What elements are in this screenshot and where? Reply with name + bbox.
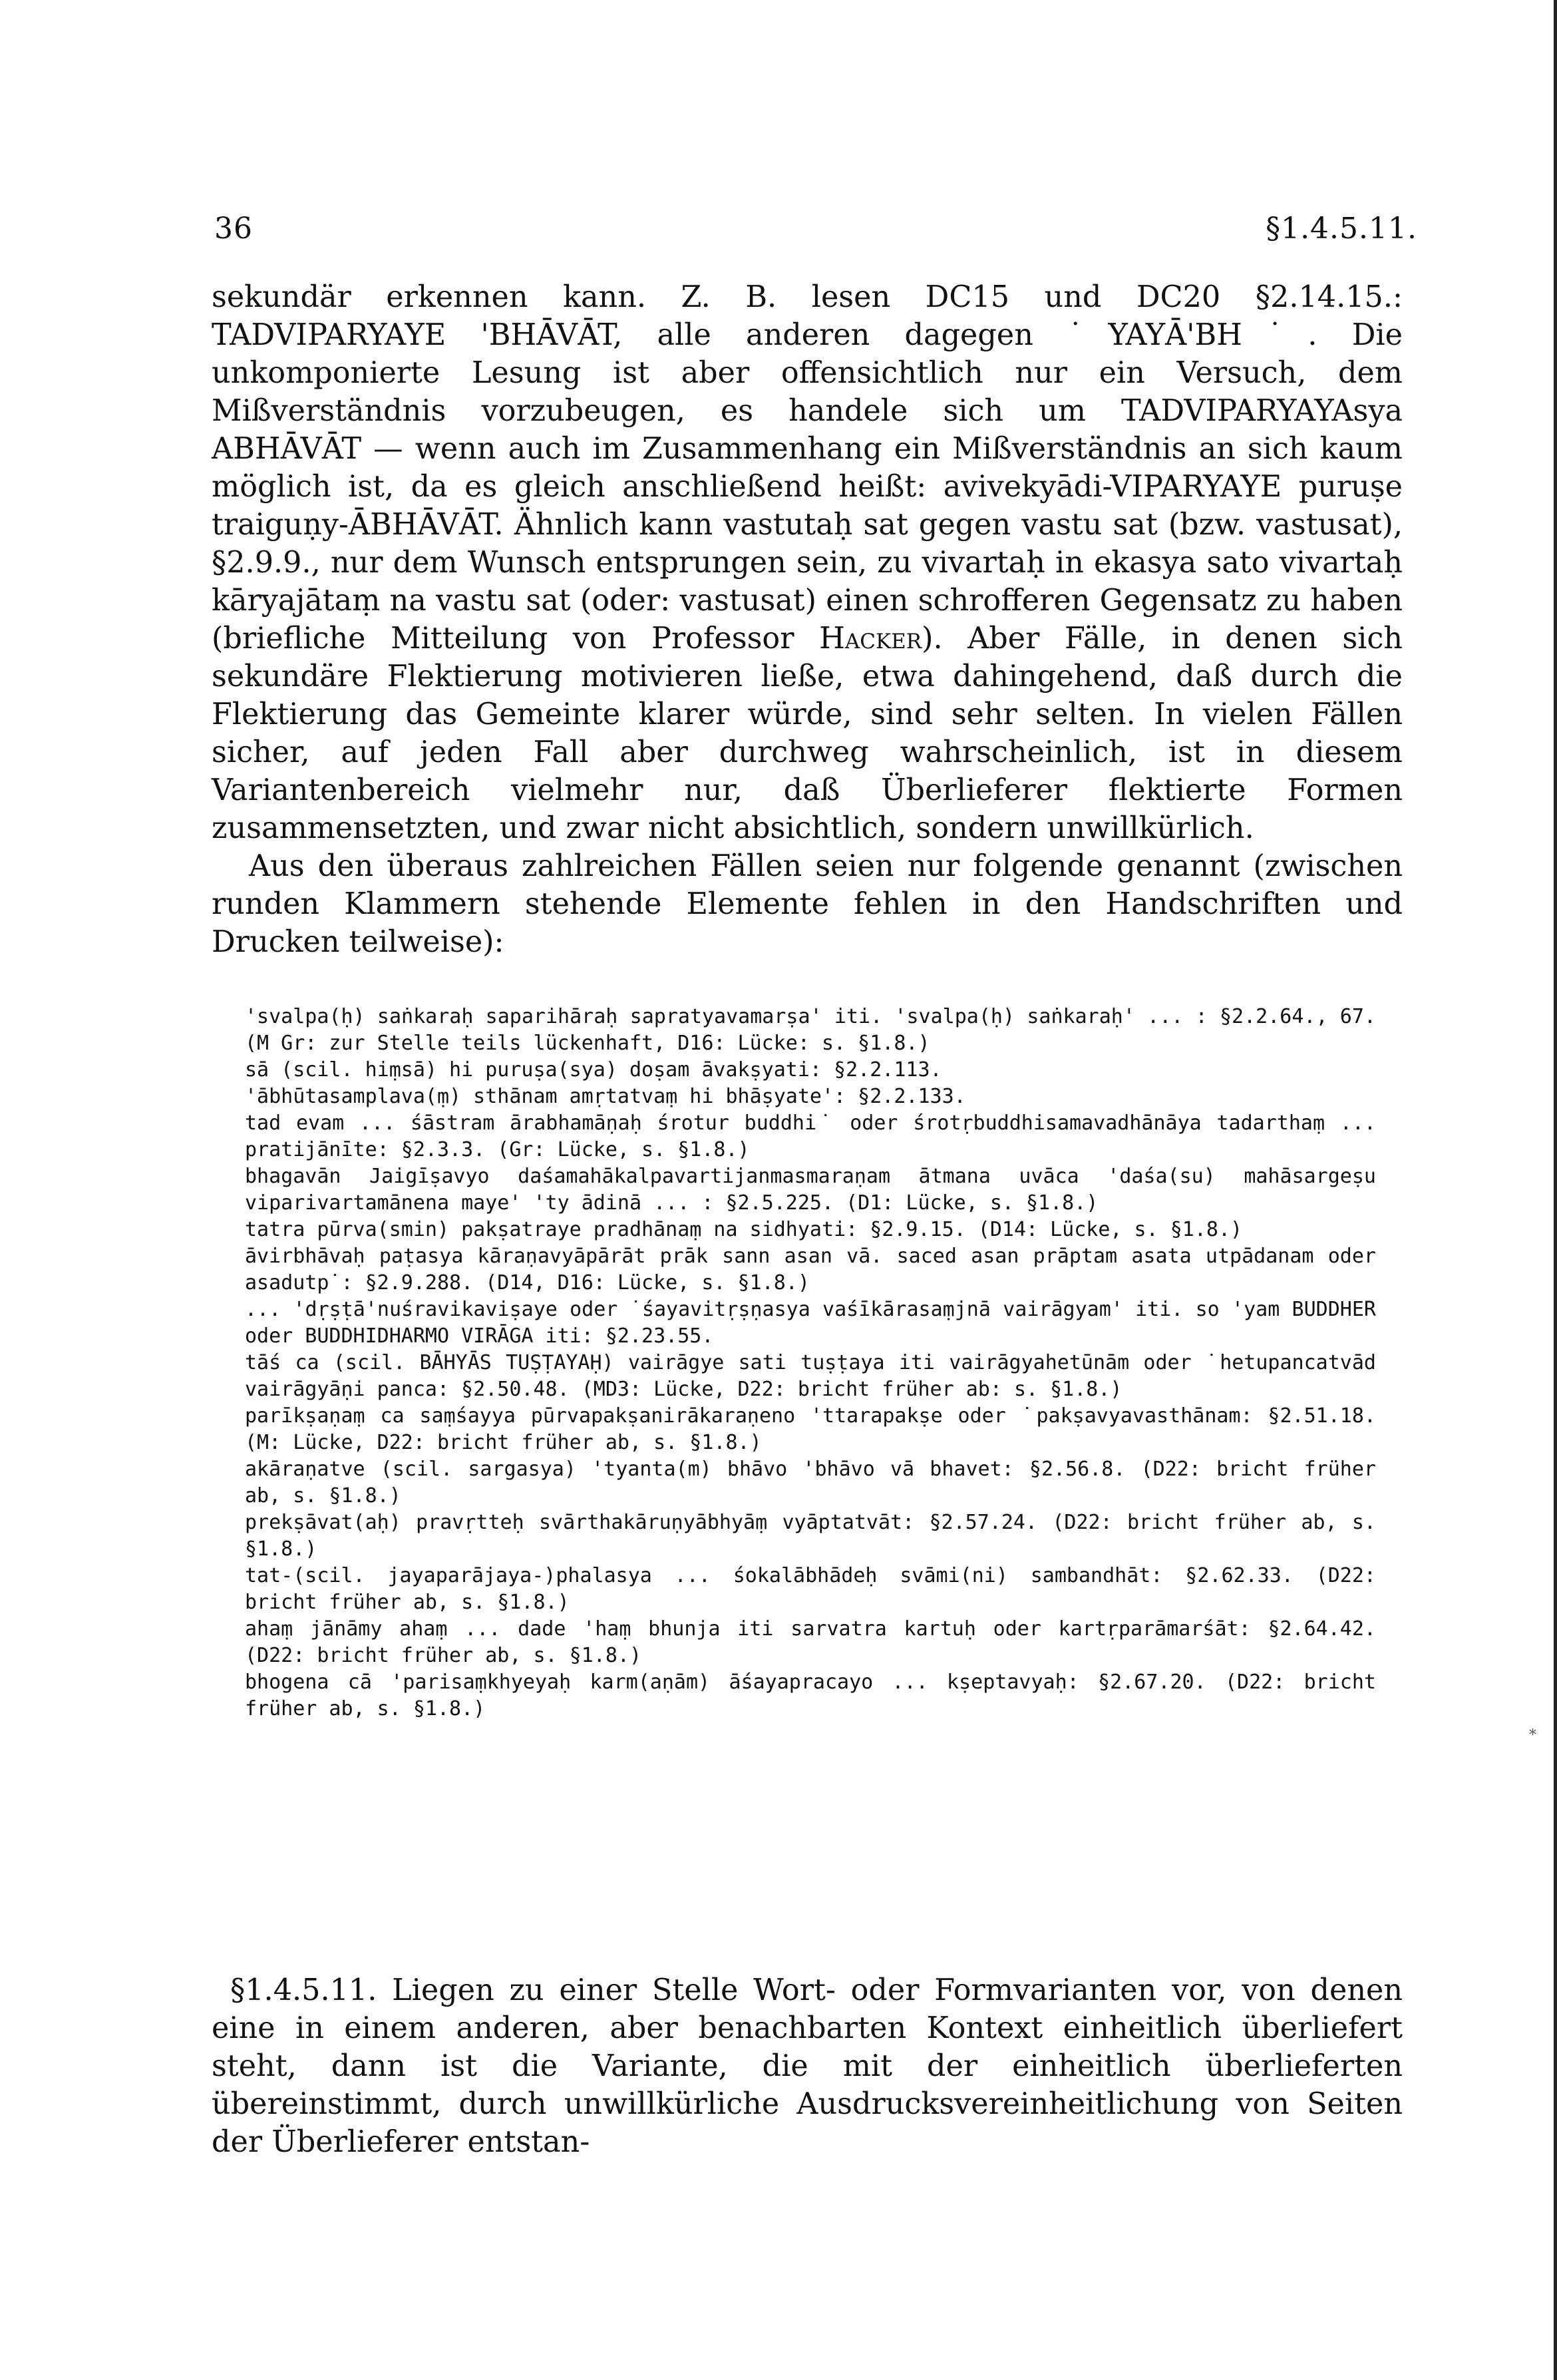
example-item: tad evam ... śāstram ārabhamāṇaḥ śrotur buddhi˙ oder śrotṛbuddhisamavadhānāya tadarthaṃ ... pratijānīte: §2.3.3. (Gr: Lücke, s. §1.8.) bbox=[245, 1111, 1376, 1161]
example-item: tāś ca (scil. BĀHYĀS TUṢṬAYAḤ) vairāgye sati tuṣṭaya iti vairāgyahetūnām oder ˙hetupancatvād vairāgyāṇi panca: §2.50.48. (MD3: Lücke, D22: bricht früher ab: s. §1.8.) bbox=[245, 1351, 1376, 1401]
margin-mark: * bbox=[1529, 1727, 1536, 1744]
page-number: 36 bbox=[214, 212, 253, 246]
example-item: akāraṇatve (scil. sargasya) 'tyanta(m) bhāvo 'bhāvo vā bhavet: §2.56.8. (D22: bricht früher ab, s. §1.8.) bbox=[245, 1458, 1376, 1507]
main-text-block bbox=[212, 278, 1403, 961]
example-item: 'ābhūtasamplava(ṃ) sthānam amṛtatvaṃ hi bhāṣyate': §2.2.133. bbox=[245, 1085, 966, 1108]
example-item: prekṣāvat(aḥ) pravṛtteḥ svārthakāruṇyābhyāṃ vyāptatvāt: §2.57.24. (D22: bricht früher ab, s. §1.8.) bbox=[245, 1511, 1376, 1561]
example-item: bhagavān Jaigīṣavyo daśamahākalpavartijanmasmaraṇam ātmana uvāca 'daśa(su) mahāsargeṣu viparivartamānena maye' 'ty ādinā ... : §2.5.225. (D1: Lücke, s. §1.8.) bbox=[245, 1165, 1376, 1215]
name-hacker: Hacker bbox=[819, 622, 922, 656]
example-item: tat-(scil. jayaparājaya-)phalasya ... śokalābhādeḥ svāmi(ni) sambandhāt: §2.62.33. (D22: bricht früher ab, s. §1.8.) bbox=[245, 1564, 1376, 1614]
page-edge-line bbox=[1554, 0, 1557, 2380]
section-paragraph-1-4-5-11: §1.4.5.11. Liegen zu einer Stelle Wort- oder Formvarianten vor, von denen eine in einem anderen, aber benachbarten Kontext einheitlich überliefert steht, dann ist die Variante, die mit der einheitlich überlieferten übereinstimmt, durch unwillkürliche Ausdrucksvereinheitlichung von Seiten der Überlieferer entstan- bbox=[212, 1973, 1403, 2159]
paragraph-2: Aus den überaus zahlreichen Fällen seien nur folgende genannt (zwischen runden Klammern stehende Elemente fehlen in den Handschriften und Drucken teilweise): bbox=[212, 849, 1403, 959]
section-reference: §1.4.5.11. bbox=[1266, 212, 1417, 246]
example-item: āvirbhāvaḥ paṭasya kāraṇavyāpārāt prāk sann asan vā. saced asan prāptam asata utpādanam oder asadutp˙: §2.9.288. (D14, D16: Lücke, s. §1.8.) bbox=[245, 1245, 1376, 1294]
example-item: sā (scil. hiṃsā) hi puruṣa(sya) doṣam āvakṣyati: §2.2.113. bbox=[245, 1058, 942, 1082]
example-item: 'svalpa(ḥ) saṅkaraḥ saparihāraḥ sapratyavamarṣa' iti. 'svalpa(ḥ) saṅkaraḥ' ... : §2.2.64., 67. (M Gr: zur Stelle teils lückenhaft, D16: Lücke: s. §1.8.) bbox=[245, 1005, 1376, 1055]
example-item: ahaṃ jānāmy ahaṃ ... dade 'haṃ bhunja iti sarvatra kartuḥ oder kartṛparāmarśāt: §2.64.42. (D22: bricht früher ab, s. §1.8.) bbox=[245, 1617, 1376, 1667]
example-item: ... 'dṛṣṭā'nuśravikaviṣaye oder ˙śayavitṛṣṇasya vaśīkārasaṃjnā vairāgyam' iti. so 'yam BUDDHER oder BUDDHIDHARMO VIRĀGA iti: §2.23.55. bbox=[245, 1298, 1376, 1348]
example-item: tatra pūrva(smin) pakṣatraye pradhānaṃ na sidhyati: §2.9.15. (D14: Lücke, s. §1.8.) bbox=[245, 1218, 1243, 1241]
examples-list bbox=[245, 1004, 1376, 1722]
example-item: bhogena cā 'parisaṃkhyeyaḥ karm(aṇām) āśayapracayo ... kṣeptavyaḥ: §2.67.20. (D22: bricht früher ab, s. §1.8.) bbox=[245, 1671, 1376, 1720]
paragraph-1-continuation: ). Aber Fälle, in denen sich sekundäre Flektierung motivieren ließe, etwa dahingehend, daß durch die Flektierung das Gemeinte klarer würde, sind sehr selten. In vielen Fällen sicher, auf jeden Fall aber durchweg wahrscheinlich, ist in diesem Variantenbereich vielmehr nur, daß Überlieferer flektierte Formen zusammensetzten, und zwar nicht absichtlich, sondern unwillkürlich. bbox=[212, 622, 1403, 845]
paragraph-1-text: sekundär erkennen kann. Z. B. lesen DC15 und DC20 §2.14.15.: TADVIPARYAYE 'BHĀVĀT, alle anderen dagegen ˙YAYĀ'BH˙. Die unkomponierte Lesung ist aber offensichtlich nur ein Versuch, dem Mißverständnis vorzubeugen, es handele sich um TADVIPARYAYAsya ABHĀVĀT — wenn auch im Zusammenhang ein Mißverständnis an sich kaum möglich ist, da es gleich anschließend heißt: avivekyādi-VIPARYAYE puruṣe traiguṇy-ĀBHĀVĀT. Ähnlich kann vastutaḥ sat gegen vastu sat (bzw. vastusat), §2.9.9., nur dem Wunsch entsprungen sein, zu vivartaḥ in ekasya sato vivartaḥ kāryajātaṃ na vastu sat (oder: vastusat) einen schrofferen Gegensatz zu haben (briefliche Mitteilung von Professor bbox=[212, 280, 1403, 656]
running-header bbox=[214, 212, 1417, 246]
example-item: parīkṣaṇaṃ ca saṃśayya pūrvapakṣanirākaraṇeno 'ttarapakṣe oder ˙pakṣavyavasthānam: §2.51.18. (M: Lücke, D22: bricht früher ab, s. §1.8.) bbox=[245, 1404, 1376, 1454]
paragraph-1 bbox=[212, 278, 1403, 847]
closing-text-block bbox=[212, 1971, 1403, 2161]
